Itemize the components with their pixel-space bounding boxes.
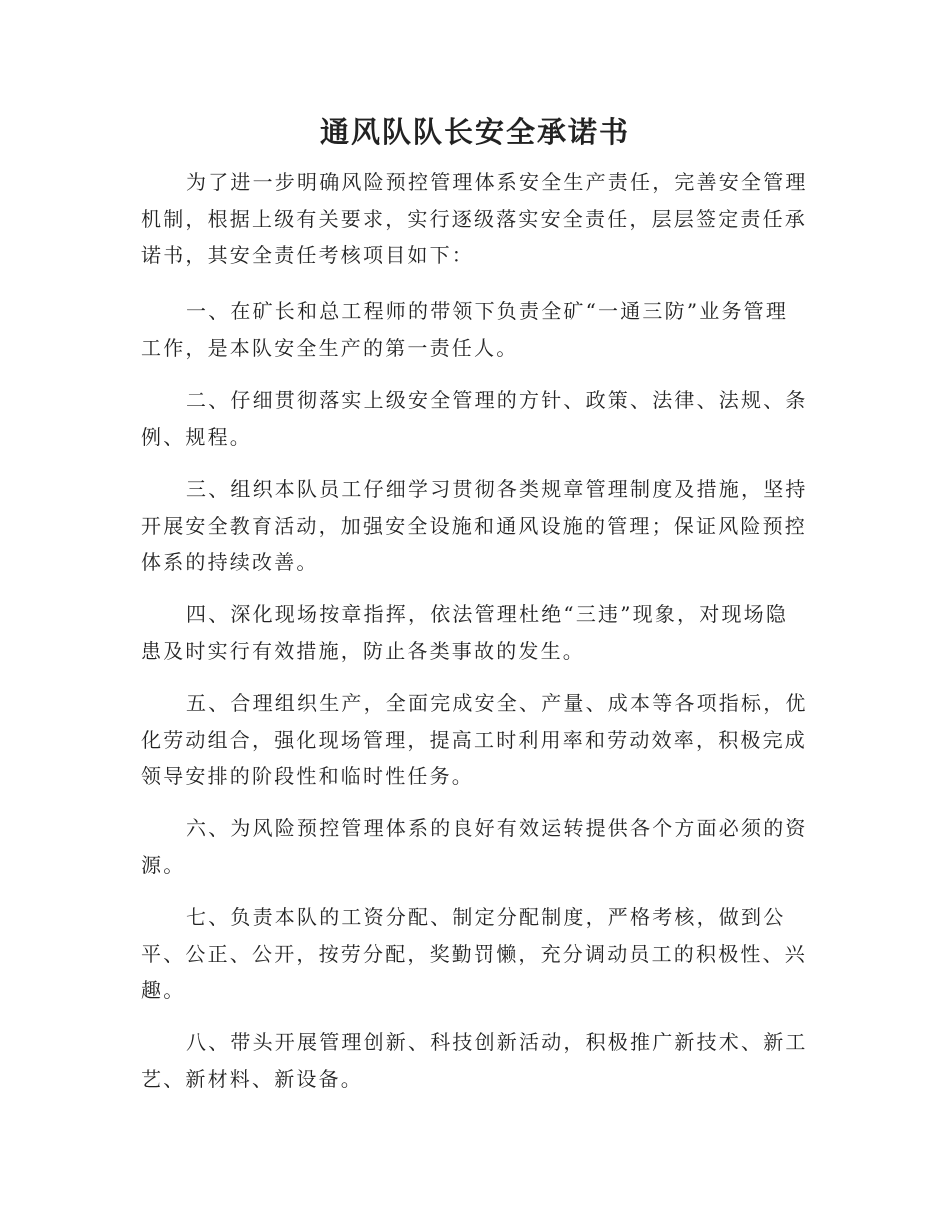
item-3-line: 体系的持续改善。 [141,550,319,574]
item-4-line: 四、深化现场按章指挥，依法管理杜绝“三违”现象，对现场隐 [186,602,789,626]
item-8-line: 八、带头开展管理创新、科技创新活动，积极推广新技术、新工 [186,1030,808,1054]
item-5-line: 领导安排的阶段性和临时性任务。 [141,764,474,788]
document-title: 通风队队长安全承诺书 [319,115,630,149]
item-3-line: 三、组织本队员工仔细学习贯彻各类规章管理制度及措施，坚持 [186,477,808,501]
intro-paragraph [141,164,808,273]
item-6-line: 源。 [141,852,186,877]
item-4-paragraph [141,596,796,669]
item-5-line: 化劳动组合，强化现场管理，提高工时利用率和劳动效率，积极完成 [141,727,807,752]
item-8-line: 艺、新材料、新设备。 [141,1066,363,1091]
intro-line: 机制，根据上级有关要求，实行逐级落实安全责任，层层签定责任承 [141,206,807,231]
item-5-line: 五、合理组织生产，全面完成安全、产量、成本等各项指标，优 [186,691,808,715]
item-7-line: 趣。 [141,978,186,1002]
item-4-line: 患及时实行有效措施，防止各类事故的发生。 [141,638,585,663]
item-1-line: 一、在矿长和总工程师的带领下负责全矿“一通三防”业务管理 [186,299,789,323]
item-1-paragraph [141,293,796,366]
item-2-line: 二、仔细贯彻落实上级安全管理的方针、政策、法律、法规、条 [186,388,808,412]
item-6-paragraph [141,810,808,883]
item-2-line: 例、规程。 [141,424,252,449]
item-8-paragraph [141,1024,808,1097]
item-1-line: 工作，是本队安全生产的第一责任人。 [141,335,519,360]
item-5-paragraph [141,685,808,794]
intro-line: 诺书，其安全责任考核项目如下： [141,243,474,267]
intro-line: 为了进一步明确风险预控管理体系安全生产责任，完善安全管理 [186,170,808,194]
item-2-paragraph [141,382,808,455]
item-3-paragraph [141,471,808,580]
item-3-line: 开展安全教育活动，加强安全设施和通风设施的管理；保证风险预控 [141,513,807,538]
item-7-line: 七、负责本队的工资分配、制定分配制度，严格考核，做到公 [186,905,786,929]
item-7-line: 平、公正、公开，按劳分配，奖勤罚懒，充分调动员工的积极性、兴 [141,941,807,966]
item-7-paragraph [141,899,807,1008]
document-body [141,164,808,1097]
item-6-line: 六、为风险预控管理体系的良好有效运转提供各个方面必须的资 [186,816,808,840]
